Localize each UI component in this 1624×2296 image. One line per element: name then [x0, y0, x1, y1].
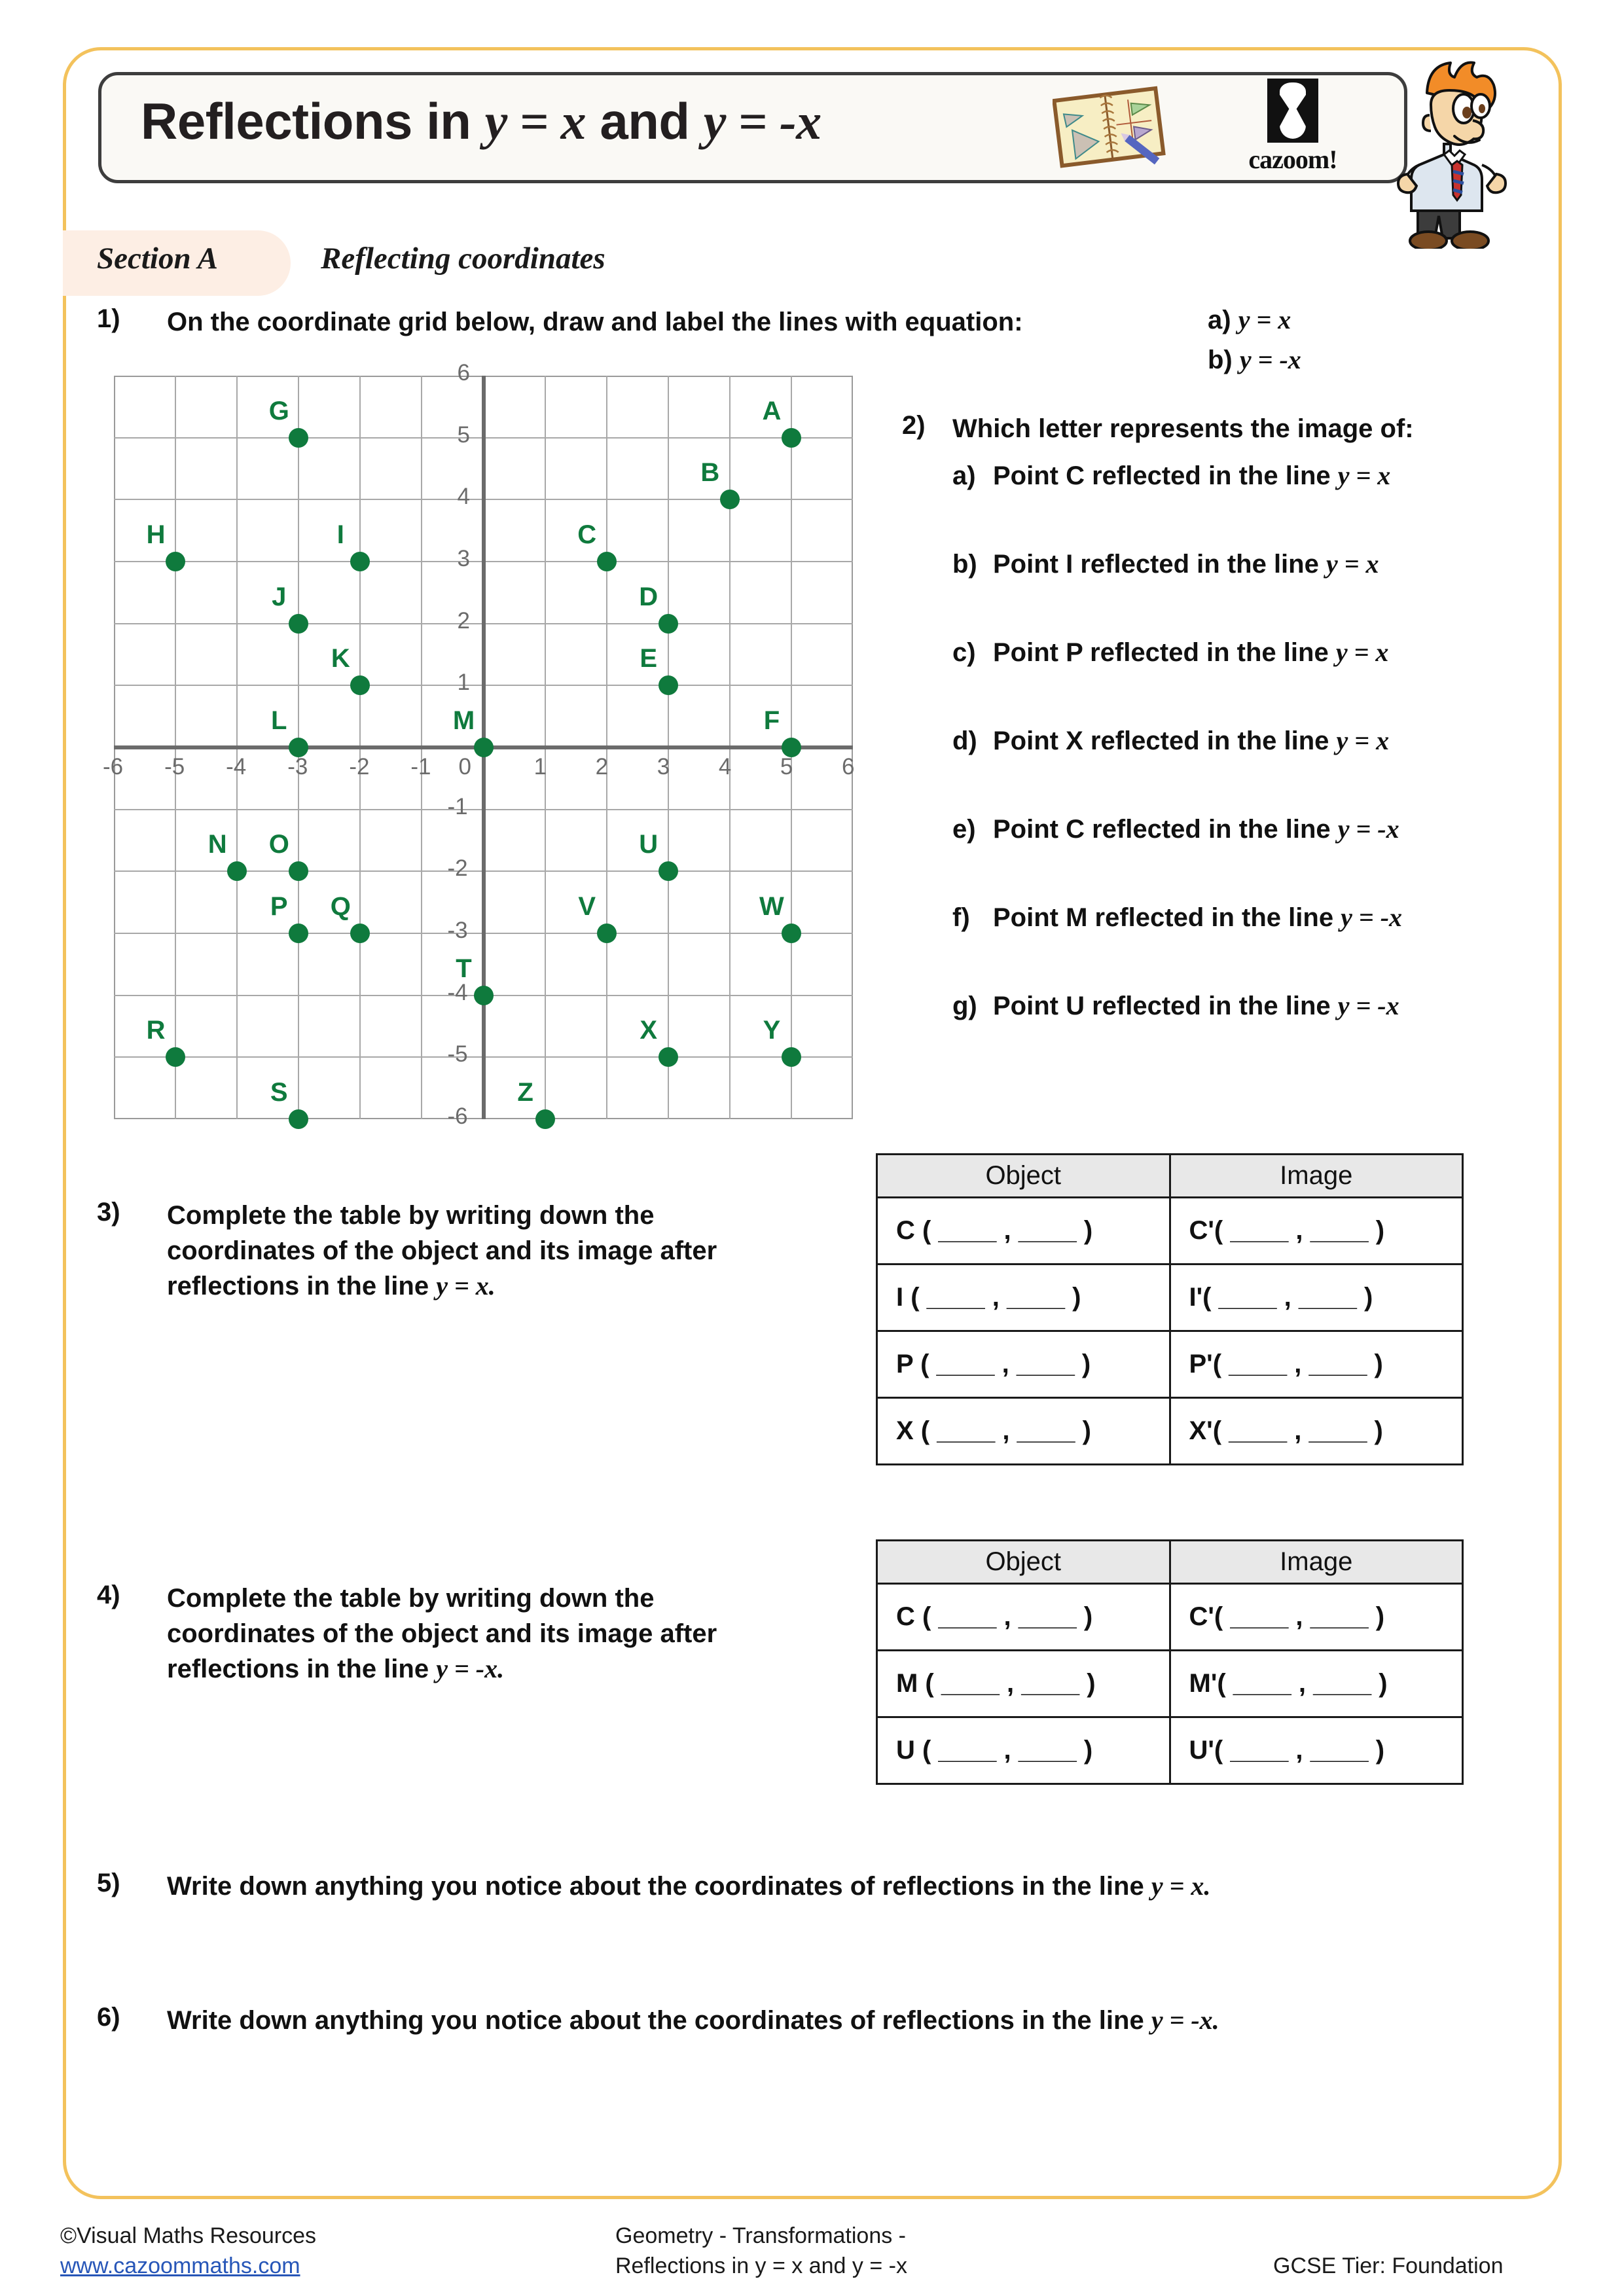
- q1-option-b-equation: y = -x: [1239, 345, 1301, 374]
- grid-point-label-q: Q: [330, 892, 351, 921]
- grid-point-label-d: D: [639, 582, 659, 611]
- q3-line3-prefix: reflections in the line: [167, 1272, 437, 1300]
- section-topic: Reflecting coordinates: [321, 242, 605, 276]
- footer-copyright: ©Visual Maths Resources: [60, 2223, 317, 2248]
- notebook-icon: [1053, 85, 1167, 170]
- image-coordinate-blank: P'( ____ , ____ ): [1189, 1350, 1383, 1378]
- grid-point-label-s: S: [270, 1078, 288, 1107]
- table-row: [877, 1265, 1463, 1331]
- grid-point-g: [289, 428, 308, 448]
- q5-prefix: Write down anything you notice about the coordinates of reflections in the line: [167, 1872, 1151, 1901]
- q2-part-equation: y = -x: [1337, 991, 1399, 1020]
- x-tick-3: 3: [657, 754, 670, 780]
- table4-object-cell[interactable]: [877, 1584, 1170, 1651]
- q4-number: 4): [97, 1581, 120, 1609]
- grid-point-label-v: V: [578, 892, 596, 921]
- q6-prefix: Write down anything you notice about the coordinates of reflections in the line: [167, 2006, 1151, 2035]
- grid-point-y: [782, 1047, 801, 1067]
- title-equation-2: y = -x: [703, 93, 821, 150]
- grid-point-label-j: J: [272, 582, 287, 611]
- q4-line3-equation: y = -x.: [436, 1654, 505, 1683]
- y-tick-2: 2: [457, 607, 470, 634]
- coordinate-grid[interactable]: [114, 376, 853, 1119]
- q2-part-equation: y = -x: [1337, 814, 1399, 844]
- grid-point-k: [350, 675, 370, 695]
- table-row: [877, 1331, 1463, 1398]
- y-tick--2: -2: [447, 855, 468, 882]
- grid-point-m: [474, 738, 494, 757]
- q5-equation: y = x.: [1151, 1871, 1211, 1901]
- table4-image-cell[interactable]: [1170, 1651, 1463, 1717]
- grid-point-label-t: T: [456, 954, 472, 983]
- q6-number: 6): [97, 2003, 120, 2032]
- table-row: [877, 1717, 1463, 1784]
- table-row: [877, 1651, 1463, 1717]
- table3-object-cell[interactable]: [877, 1265, 1170, 1331]
- q1-option-b: [1208, 342, 1301, 378]
- grid-point-label-a: A: [762, 396, 782, 425]
- grid-point-label-y: Y: [763, 1016, 781, 1045]
- table3-header-object: Object: [877, 1155, 1170, 1198]
- q2-part-g: [952, 988, 1399, 1024]
- footer-website-link[interactable]: www.cazoommaths.com: [60, 2253, 300, 2278]
- q3-line1: Complete the table by writing down the: [167, 1201, 655, 1230]
- grid-point-a: [782, 428, 801, 448]
- grid-point-o: [289, 861, 308, 881]
- q2-part-e: [952, 812, 1399, 847]
- y-tick--1: -1: [447, 793, 468, 819]
- q4-line2: coordinates of the object and its image after: [167, 1619, 717, 1648]
- grid-point-label-h: H: [146, 520, 166, 549]
- q6-text: [167, 2003, 1219, 2038]
- q2-part-equation: y = x: [1326, 549, 1379, 579]
- q2-part-equation: y = x: [1337, 461, 1391, 490]
- table3-header-row: [877, 1155, 1463, 1198]
- x-tick-2: 2: [595, 754, 609, 780]
- image-coordinate-blank: M'( ____ , ____ ): [1189, 1669, 1388, 1698]
- q1-option-a-equation: y = x: [1238, 305, 1291, 334]
- cazoom-mark-icon: [1267, 79, 1318, 143]
- q2-part-text: Point M reflected in the line: [993, 903, 1341, 932]
- mascot-illustration: [1381, 52, 1525, 249]
- table4-object-cell[interactable]: [877, 1651, 1170, 1717]
- q2-part-b: [952, 547, 1379, 582]
- grid-point-q: [350, 924, 370, 943]
- title-text: Reflections in: [141, 92, 485, 150]
- q2-part-text: Point U reflected in the line: [993, 992, 1338, 1020]
- q4-line3: [167, 1651, 861, 1687]
- table4-header-image: Image: [1170, 1541, 1463, 1584]
- table4-body: [877, 1584, 1463, 1784]
- grid-point-t: [474, 986, 494, 1005]
- table3-object-cell[interactable]: [877, 1198, 1170, 1265]
- q2-part-d: [952, 723, 1389, 759]
- q2-part-label: a): [952, 461, 976, 490]
- image-coordinate-blank: C'( ____ , ____ ): [1189, 1602, 1385, 1631]
- q1-option-b-label: b): [1208, 346, 1233, 374]
- section-label: Section A: [97, 242, 218, 276]
- grid-point-label-f: F: [763, 706, 780, 735]
- y-tick--3: -3: [447, 918, 468, 943]
- x-tick--3: -3: [287, 754, 308, 780]
- q2-part-label: d): [952, 726, 977, 755]
- q2-part-text: Point P reflected in the line: [993, 638, 1336, 667]
- q2-number: 2): [902, 411, 926, 440]
- grid-point-label-k: K: [331, 644, 350, 673]
- grid-point-p: [289, 924, 308, 943]
- q2-part-label: e): [952, 815, 976, 844]
- x-tick-0: 0: [458, 754, 471, 780]
- table4-image-cell[interactable]: [1170, 1584, 1463, 1651]
- footer-topic-line2: Reflections in y = x and y = -x: [615, 2253, 907, 2278]
- q2-part-text: Point X reflected in the line: [993, 726, 1337, 755]
- image-coordinate-blank: I'( ____ , ____ ): [1189, 1283, 1373, 1312]
- q2-part-c: [952, 635, 1388, 670]
- q4-line1: Complete the table by writing down the: [167, 1584, 655, 1613]
- q3-line3-equation: y = x.: [436, 1271, 496, 1300]
- table-row: [877, 1584, 1463, 1651]
- object-coordinate-blank: C ( ____ , ____ ): [896, 1602, 1093, 1631]
- q1-option-a-label: a): [1208, 306, 1231, 334]
- x-tick--5: -5: [164, 754, 185, 780]
- q1-number: 1): [97, 304, 120, 333]
- cazoom-wordmark: cazoom!: [1248, 145, 1337, 174]
- grid-point-label-u: U: [639, 830, 659, 859]
- grid-point-w: [782, 924, 801, 943]
- y-tick-5: 5: [457, 422, 470, 448]
- q2-part-label: f): [952, 903, 970, 932]
- object-coordinate-blank: M ( ____ , ____ ): [896, 1669, 1096, 1698]
- table3-header-image: Image: [1170, 1155, 1463, 1198]
- grid-point-label-r: R: [146, 1016, 166, 1045]
- table3-object-cell[interactable]: [877, 1331, 1170, 1398]
- x-tick-4: 4: [718, 754, 732, 780]
- grid-point-label-p: P: [270, 892, 288, 921]
- grid-point-v: [597, 924, 617, 943]
- object-coordinate-blank: X ( ____ , ____ ): [896, 1416, 1091, 1445]
- grid-point-j: [289, 614, 308, 634]
- x-tick-1: 1: [533, 754, 547, 780]
- grid-point-e: [659, 675, 678, 695]
- q2-text: Which letter represents the image of:: [952, 414, 1414, 443]
- y-tick-1: 1: [457, 670, 470, 696]
- grid-point-i: [350, 552, 370, 571]
- y-tick-6: 6: [457, 360, 470, 386]
- title-equation-1: y = x: [484, 93, 586, 150]
- grid-point-s: [289, 1109, 308, 1129]
- grid-point-x: [659, 1047, 678, 1067]
- x-tick--4: -4: [226, 754, 247, 780]
- table4-object-cell[interactable]: [877, 1717, 1170, 1784]
- object-coordinate-blank: U ( ____ , ____ ): [896, 1736, 1093, 1765]
- grid-point-label-g: G: [268, 396, 289, 425]
- footer-tier: GCSE Tier: Foundation: [1273, 2253, 1504, 2278]
- image-coordinate-blank: X'( ____ , ____ ): [1189, 1416, 1383, 1445]
- table4-header-object: Object: [877, 1541, 1170, 1584]
- y-tick-3: 3: [457, 546, 470, 571]
- x-tick-6: 6: [842, 754, 855, 780]
- y-tick--5: -5: [447, 1041, 468, 1067]
- reflection-table-y-equals-x[interactable]: [876, 1153, 1464, 1465]
- q6-equation: y = -x.: [1151, 2005, 1219, 2035]
- q4-line3-prefix: reflections in the line: [167, 1655, 437, 1683]
- q2-part-equation: y = x: [1335, 637, 1389, 667]
- q2-part-equation: y = x: [1336, 726, 1390, 755]
- grid-point-label-i: I: [336, 520, 344, 549]
- q2-part-text: Point C reflected in the line: [993, 815, 1338, 844]
- grid-point-label-x: X: [640, 1016, 658, 1045]
- grid-point-u: [659, 861, 678, 881]
- y-tick-4: 4: [457, 484, 470, 510]
- grid-point-b: [720, 490, 740, 509]
- page-title: [141, 92, 821, 151]
- grid-point-label-l: L: [271, 706, 287, 735]
- table-row: [877, 1398, 1463, 1465]
- table3-body: [877, 1198, 1463, 1465]
- object-coordinate-blank: C ( ____ , ____ ): [896, 1216, 1093, 1245]
- q2-part-text: Point C reflected in the line: [993, 461, 1338, 490]
- grid-point-label-w: W: [759, 892, 784, 921]
- x-tick-5: 5: [780, 754, 793, 780]
- q1-text: On the coordinate grid below, draw and label the lines with equation:: [167, 308, 1023, 336]
- grid-point-label-n: N: [208, 830, 227, 859]
- grid-point-label-e: E: [640, 644, 658, 673]
- q2-part-a: [952, 458, 1390, 493]
- y-tick--6: -6: [447, 1103, 468, 1129]
- q2-part-label: b): [952, 550, 977, 579]
- q2-part-text: Point I reflected in the line: [993, 550, 1326, 579]
- q3-line2: coordinates of the object and its image after: [167, 1236, 717, 1265]
- q3-line3: [167, 1268, 861, 1304]
- grid-point-label-c: C: [577, 520, 597, 549]
- q2-part-f: [952, 900, 1402, 935]
- object-coordinate-blank: P ( ____ , ____ ): [896, 1350, 1091, 1378]
- q2-part-label: c): [952, 638, 976, 667]
- x-tick--2: -2: [349, 754, 370, 780]
- table4-header-row: [877, 1541, 1463, 1584]
- grid-point-r: [166, 1047, 185, 1067]
- image-coordinate-blank: U'( ____ , ____ ): [1189, 1736, 1385, 1765]
- grid-point-z: [535, 1109, 555, 1129]
- q3-text: [167, 1198, 861, 1304]
- x-tick--6: -6: [103, 754, 124, 780]
- table-row: [877, 1198, 1463, 1265]
- table3-image-cell[interactable]: [1170, 1265, 1463, 1331]
- grid-point-d: [659, 614, 678, 634]
- q2-part-equation: y = -x: [1341, 903, 1403, 932]
- table4-image-cell[interactable]: [1170, 1717, 1463, 1784]
- grid-point-c: [597, 552, 617, 571]
- q1-option-a: [1208, 302, 1291, 338]
- x-tick--1: -1: [410, 754, 431, 780]
- grid-point-label-b: B: [700, 458, 720, 488]
- table3-image-cell[interactable]: [1170, 1331, 1463, 1398]
- grid-point-label-m: M: [452, 706, 475, 735]
- q3-number: 3): [97, 1198, 120, 1227]
- image-coordinate-blank: C'( ____ , ____ ): [1189, 1216, 1385, 1245]
- q4-text: [167, 1581, 861, 1687]
- table3-object-cell[interactable]: [877, 1398, 1170, 1465]
- y-tick--4: -4: [447, 979, 468, 1005]
- cazoom-logo: [1244, 79, 1342, 177]
- q5-text: [167, 1869, 1210, 1904]
- grid-point-label-o: O: [268, 830, 289, 859]
- object-coordinate-blank: I ( ____ , ____ ): [896, 1283, 1081, 1312]
- title-conjunction: and: [586, 92, 704, 150]
- grid-point-label-z: Z: [517, 1078, 533, 1107]
- grid-point-h: [166, 552, 185, 571]
- table3-image-cell[interactable]: [1170, 1398, 1463, 1465]
- q5-number: 5): [97, 1869, 120, 1897]
- table3-image-cell[interactable]: [1170, 1198, 1463, 1265]
- footer-topic-line1: Geometry - Transformations -: [615, 2223, 907, 2248]
- q2-part-label: g): [952, 992, 977, 1020]
- reflection-table-y-equals-minus-x[interactable]: [876, 1539, 1464, 1785]
- grid-point-n: [227, 861, 247, 881]
